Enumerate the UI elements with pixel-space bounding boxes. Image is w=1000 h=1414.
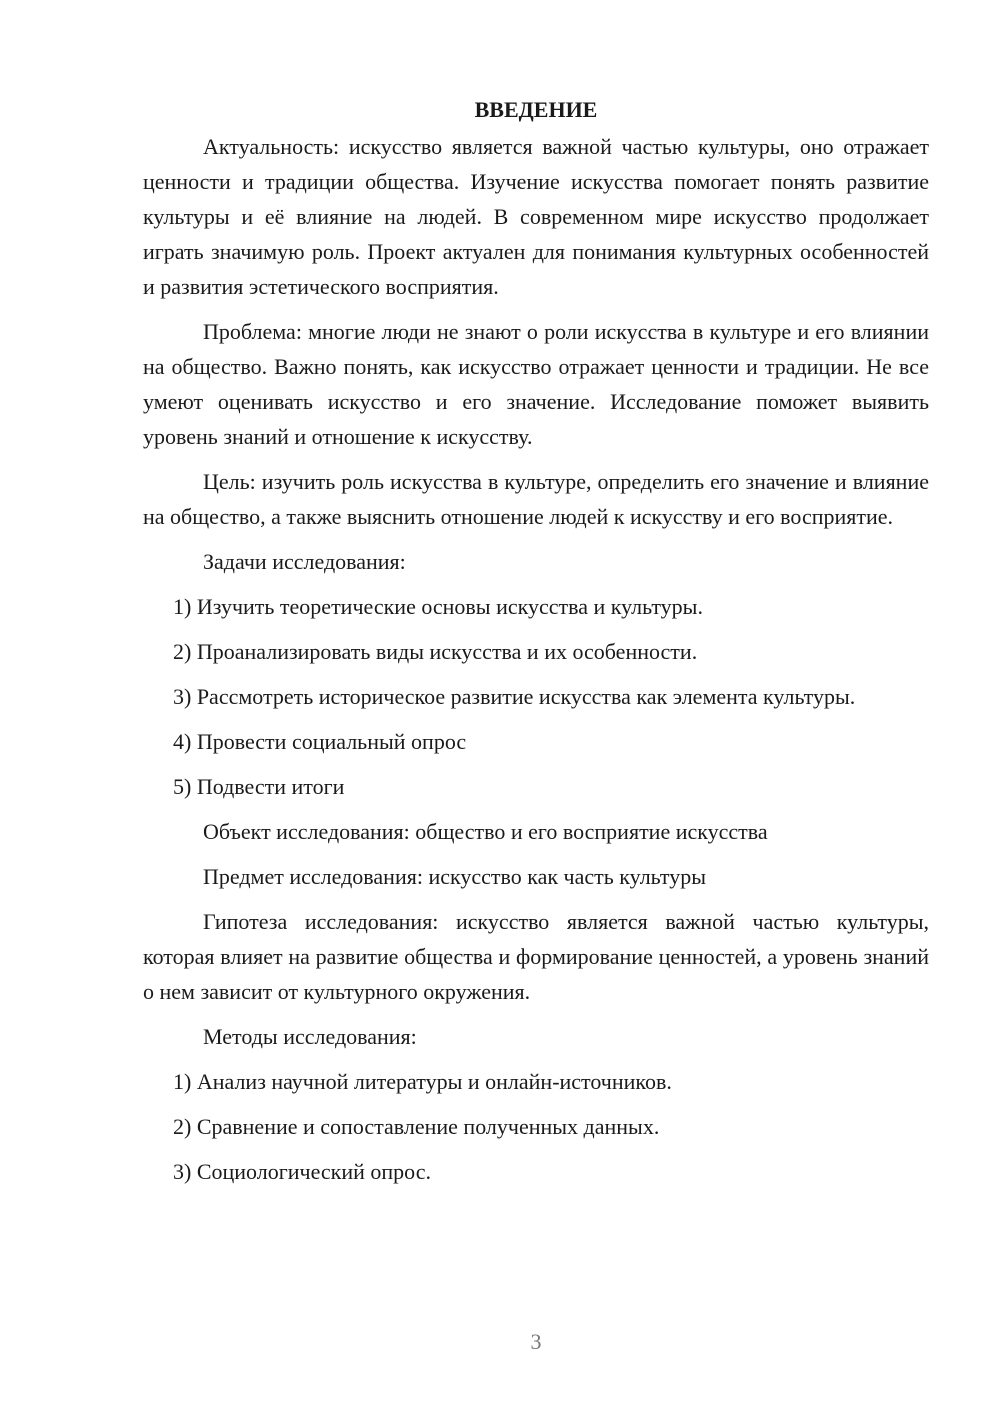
object-line: Объект исследования: общество и его восприятие искусства [203, 819, 768, 844]
method-item: 2) Сравнение и сопоставление полученных данных. [173, 1114, 660, 1139]
task-item: 1) Изучить теоретические основы искусства и культуры. [173, 594, 703, 619]
task-item: 4) Провести социальный опрос [173, 729, 467, 754]
tasks-heading: Задачи исследования: [203, 549, 406, 574]
task-item: 3) Рассмотреть историческое развитие искусства как элемента культуры. [173, 684, 856, 709]
relevance-paragraph: Актуальность: искусство является важной частью культуры, оно отражает ценности и традиции общества. Изучение искусства помогает понять развитие культуры и её влияние на людей. В современном мире искусство продолжает играть значимую роль. Проект актуален для понимания культурных особенностей и развития эстетического восприятия. [143, 134, 929, 299]
goal-paragraph: Цель: изучить роль искусства в культуре, определить его значение и влияние на общество, а также выяснить отношение людей к искусству и его восприятие. [143, 469, 929, 529]
page-number: 3 [530, 1329, 542, 1354]
page-title: ВВЕДЕНИЕ [474, 97, 598, 122]
method-item: 3) Социологический опрос. [173, 1159, 431, 1184]
task-item: 2) Проанализировать виды искусства и их особенности. [173, 639, 698, 664]
problem-paragraph: Проблема: многие люди не знают о роли искусства в культуре и его влиянии на общество. Важно понять, как искусство отражает ценности и традиции. Не все умеют оценивать искусство и его значение. Исследование поможет выявить уровень знаний и отношение к искусству. [143, 319, 929, 449]
methods-heading: Методы исследования: [203, 1024, 417, 1049]
subject-line: Предмет исследования: искусство как часть культуры [203, 864, 706, 889]
task-item: 5) Подвести итоги [173, 774, 345, 799]
document-page [143, 92, 929, 1199]
hypothesis-paragraph: Гипотеза исследования: искусство является важной частью культуры, которая влияет на развитие общества и формирование ценностей, а уровень знаний о нем зависит от культурного окружения. [143, 909, 929, 1004]
method-item: 1) Анализ научной литературы и онлайн-источников. [173, 1069, 672, 1094]
